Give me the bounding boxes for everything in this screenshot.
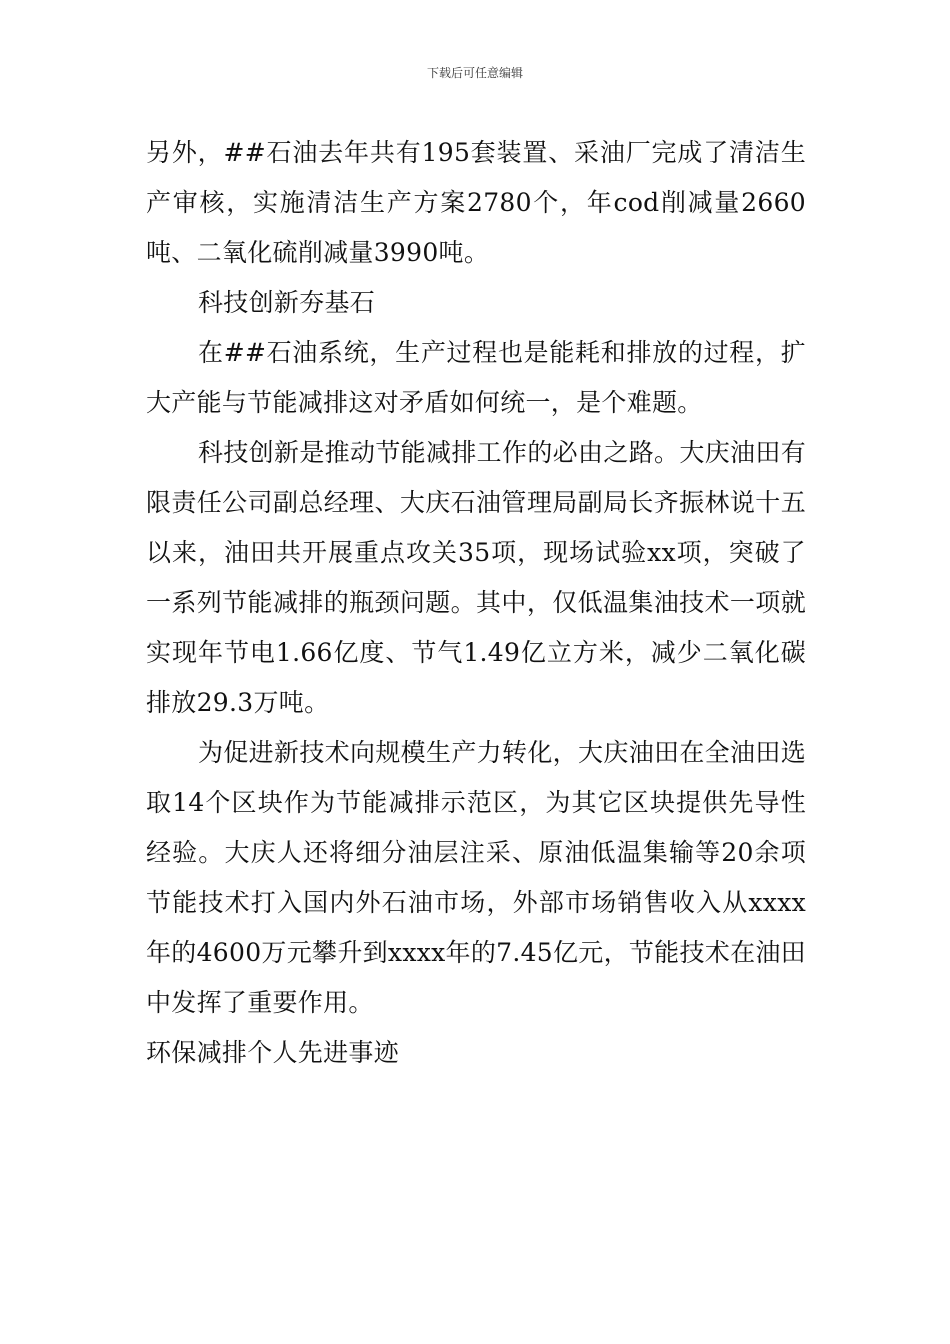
page-header-note: 下载后可任意编辑 — [426, 66, 523, 80]
section-heading-tech-innovation: 科技创新夯基石 — [198, 288, 376, 317]
paragraph-cleaner-production: 另外，##石油去年共有195套装置、采油厂完成了清洁生产审核，实施清洁生产方案2780个，年cod削减量2660吨、二氧化硫削减量3990吨。 — [146, 138, 806, 267]
document-body — [146, 128, 806, 1078]
paragraph-demonstration-zones: 为促进新技术向规模生产力转化，大庆油田在全油田选取14个区块作为节能减排示范区，为其它区块提供先导性经验。大庆人还将细分油层注采、原油低温集输等20余项节能技术打入国内外石油市场，外部市场销售收入从xxxx年的4600万元攀升到xxxx年的7.45亿元，节能技术在油田中发挥了重要作用。 — [146, 738, 806, 1017]
next-document-title: 环保减排个人先进事迹 — [146, 1038, 400, 1067]
paragraph-production-dilemma: 在##石油系统，生产过程也是能耗和排放的过程，扩大产能与节能减排这对矛盾如何统一，是个难题。 — [146, 338, 806, 417]
paragraph-tech-breakthroughs: 科技创新是推动节能减排工作的必由之路。大庆油田有限责任公司副总经理、大庆石油管理局副局长齐振林说十五以来，油田共开展重点攻关35项，现场试验xx项，突破了一系列节能减排的瓶颈问题。其中，仅低温集油技术一项就实现年节电1.66亿度、节气1.49亿立方米，减少二氧化碳排放29.3万吨。 — [146, 438, 806, 717]
